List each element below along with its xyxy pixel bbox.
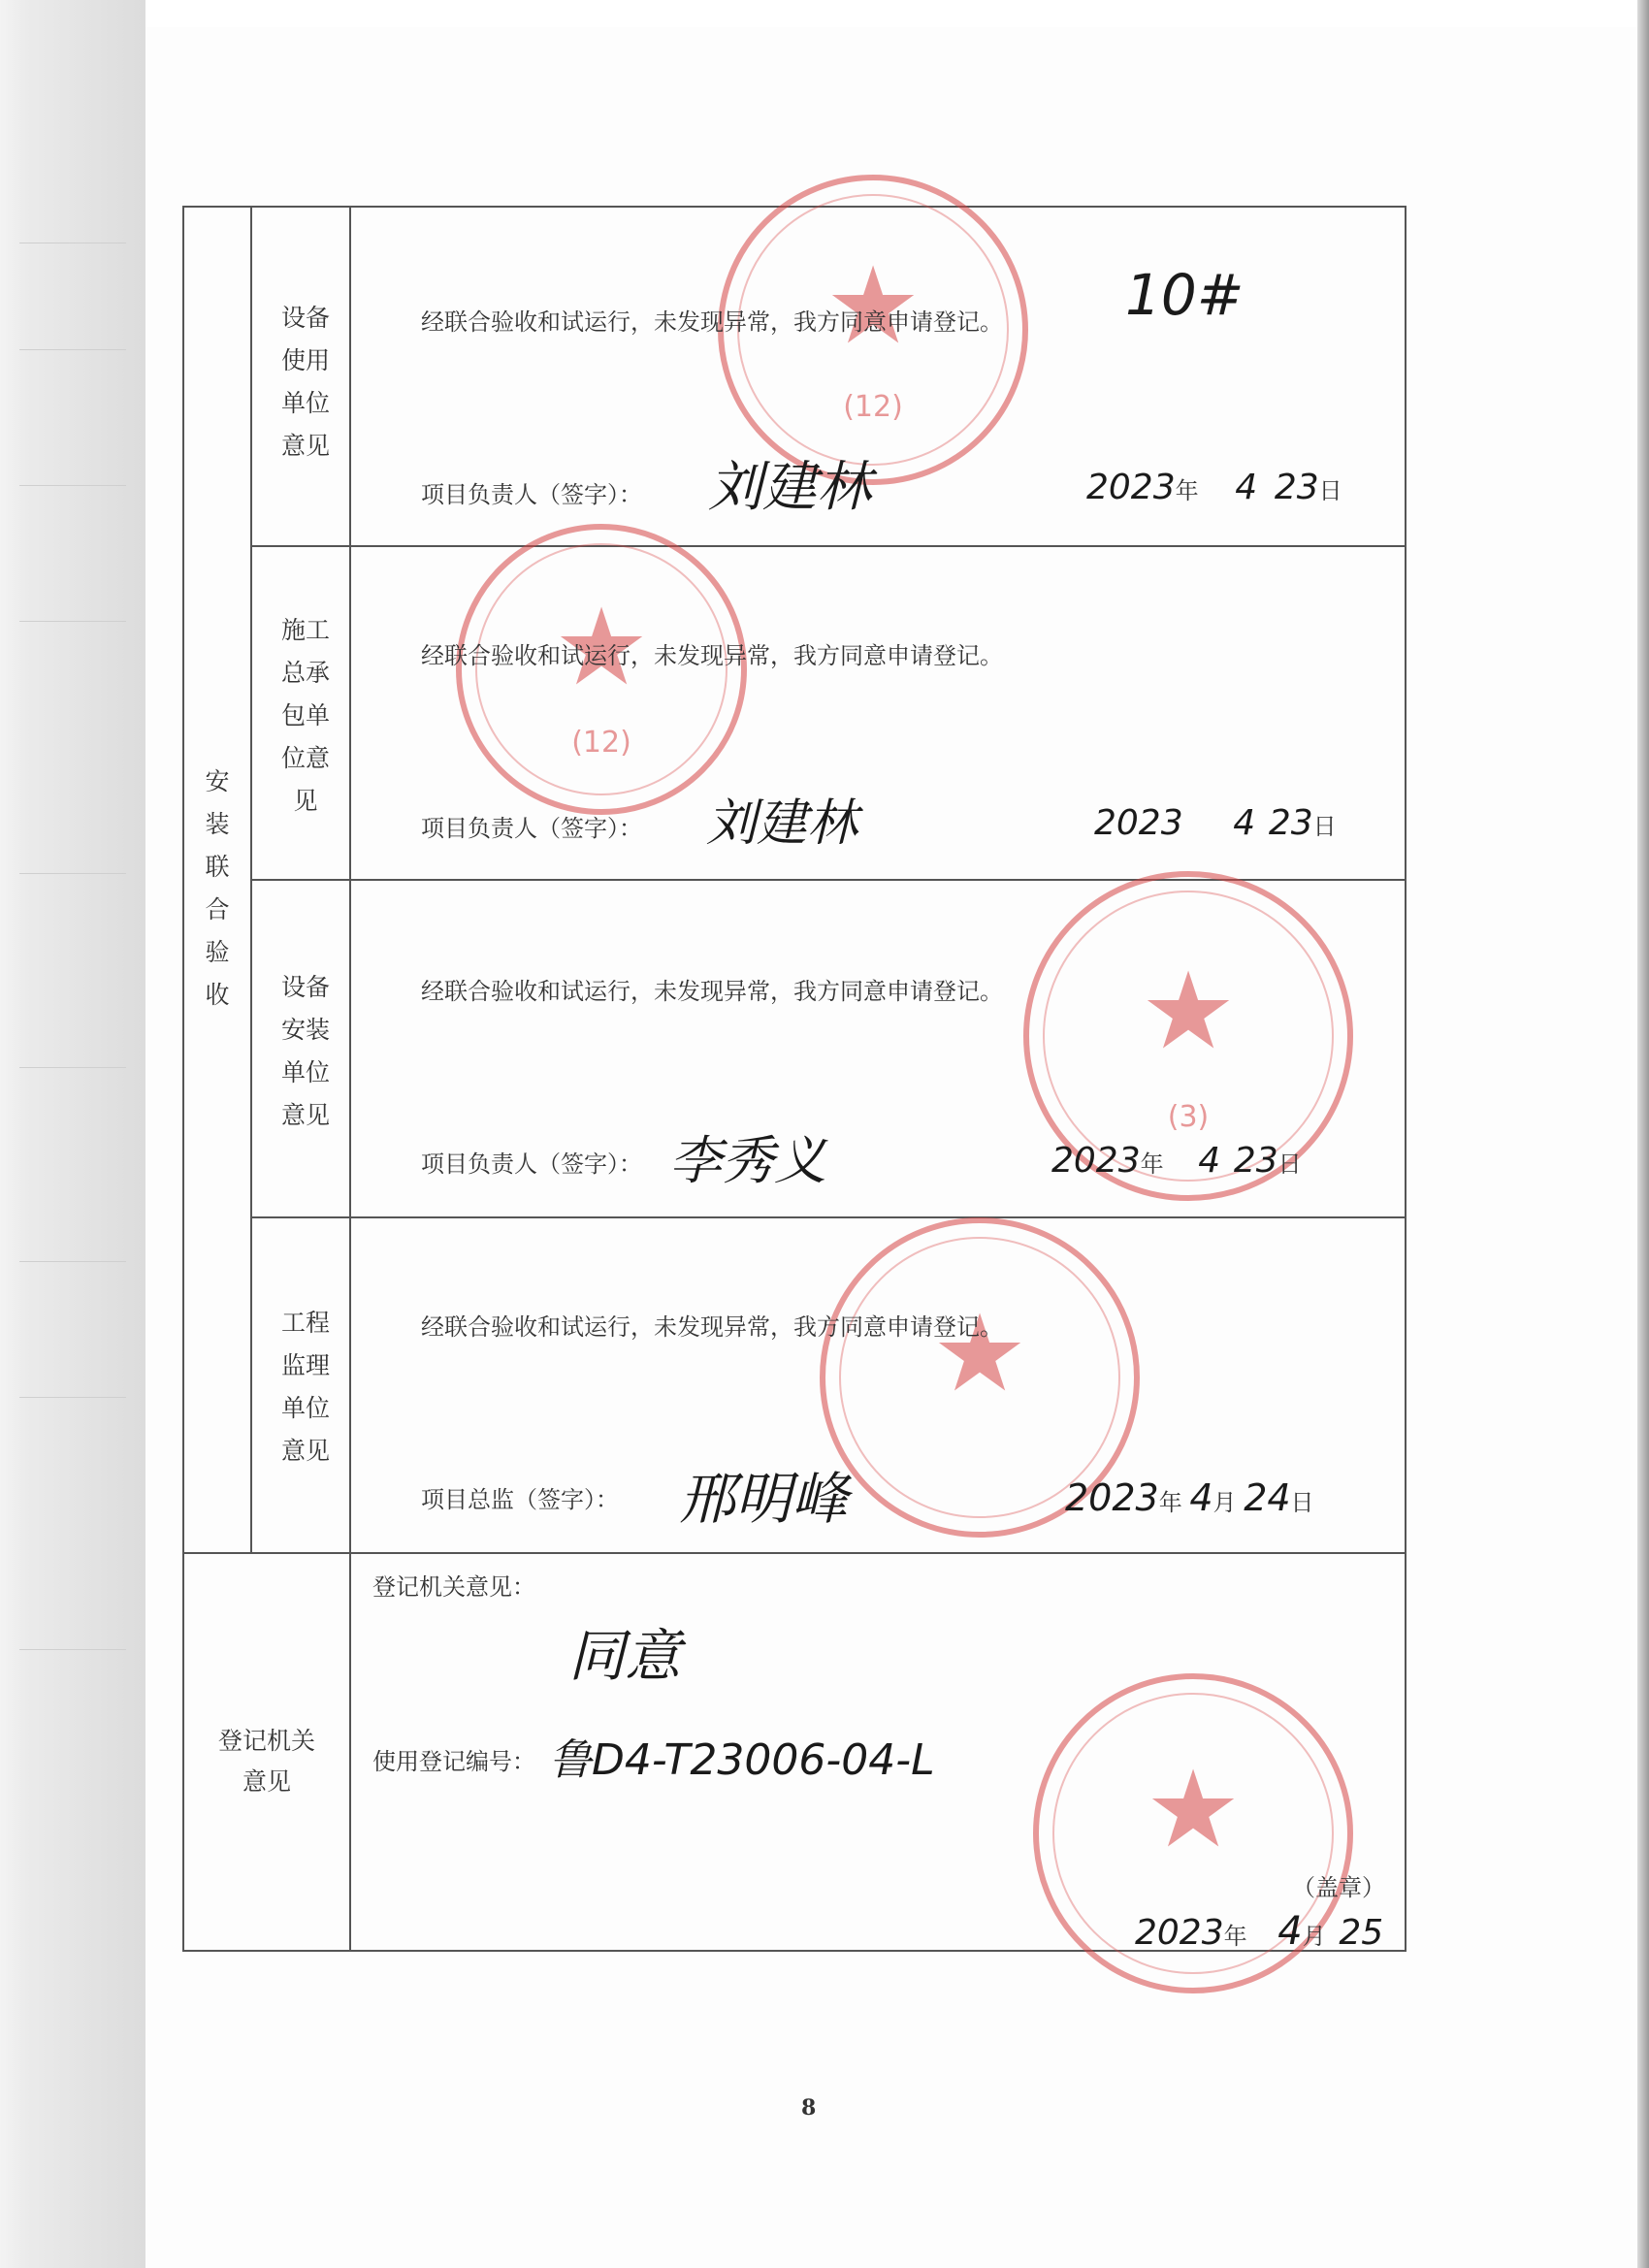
- page-number: 8: [801, 2095, 817, 2121]
- row1-statement: 经联合验收和试运行，未发现异常，我方同意申请登记。: [421, 308, 1003, 336]
- row-heading-supervisor: 工程 监理 单位 意见: [280, 1309, 330, 1465]
- registration-date: 2023年 4月 25: [1135, 1909, 1384, 1954]
- row-heading-installer: 设备 安装 单位 意见: [280, 973, 330, 1129]
- seal-star-icon: ★: [931, 1290, 1028, 1415]
- row1-date: 2023年 4 23日: [1086, 468, 1342, 507]
- seal-star-icon: ★: [553, 584, 650, 709]
- seal-star-icon: ★: [824, 243, 922, 369]
- seal-star-icon: ★: [1140, 948, 1237, 1073]
- row4-statement: 经联合验收和试运行，未发现异常，我方同意申请登记。: [421, 1313, 1003, 1341]
- registration-number: 鲁D4-T23006-04-L: [549, 1735, 935, 1785]
- row2-date: 2023 4 23日: [1094, 803, 1337, 843]
- row-heading-registration: 登记机关 意见: [217, 1727, 315, 1796]
- row3-statement: 经联合验收和试运行，未发现异常，我方同意申请登记。: [421, 978, 1003, 1005]
- row1-annotation: 10#: [1125, 262, 1245, 328]
- registration-opinion-label: 登记机关意见：: [372, 1573, 535, 1601]
- row2-signer-label: 项目负责人（签字）：: [421, 815, 642, 842]
- row4-signature: 邢明峰: [679, 1466, 849, 1532]
- registration-opinion: 同意: [568, 1623, 682, 1689]
- registration-number-label: 使用登记编号：: [372, 1748, 535, 1775]
- company-seal-1: ★ (12): [718, 175, 1028, 485]
- row2-statement: 经联合验收和试运行，未发现异常，我方同意申请登记。: [421, 642, 1003, 669]
- binding-strip: [0, 0, 146, 2268]
- row4-date: 2023年 4月 24日: [1065, 1476, 1314, 1519]
- row2-signature: 刘建林: [706, 794, 858, 853]
- install-joint-acceptance-label: 安 装 联 合 验 收: [205, 767, 230, 1009]
- row3-signature: 李秀义: [669, 1130, 826, 1191]
- row4-signer-label: 项目总监（签字）：: [421, 1486, 619, 1513]
- row-heading-equipment-user: 设备 使用 单位 意见: [280, 304, 330, 460]
- row1-signer-label: 项目负责人（签字）：: [421, 481, 642, 508]
- row3-date: 2023年 4 23日: [1051, 1141, 1302, 1181]
- row1-signature: 刘建林: [708, 456, 871, 519]
- row3-signer-label: 项目负责人（签字）：: [421, 1150, 642, 1178]
- row-heading-general-contractor: 施工 总承 包单 位意 见: [280, 616, 330, 815]
- seal-note: （盖章）: [1292, 1874, 1385, 1901]
- page-edge-shadow: [1637, 0, 1649, 2268]
- installer-seal: ★ (3): [1023, 871, 1353, 1201]
- company-seal-2: ★ (12): [456, 524, 747, 815]
- seal-star-icon: ★: [1145, 1746, 1242, 1871]
